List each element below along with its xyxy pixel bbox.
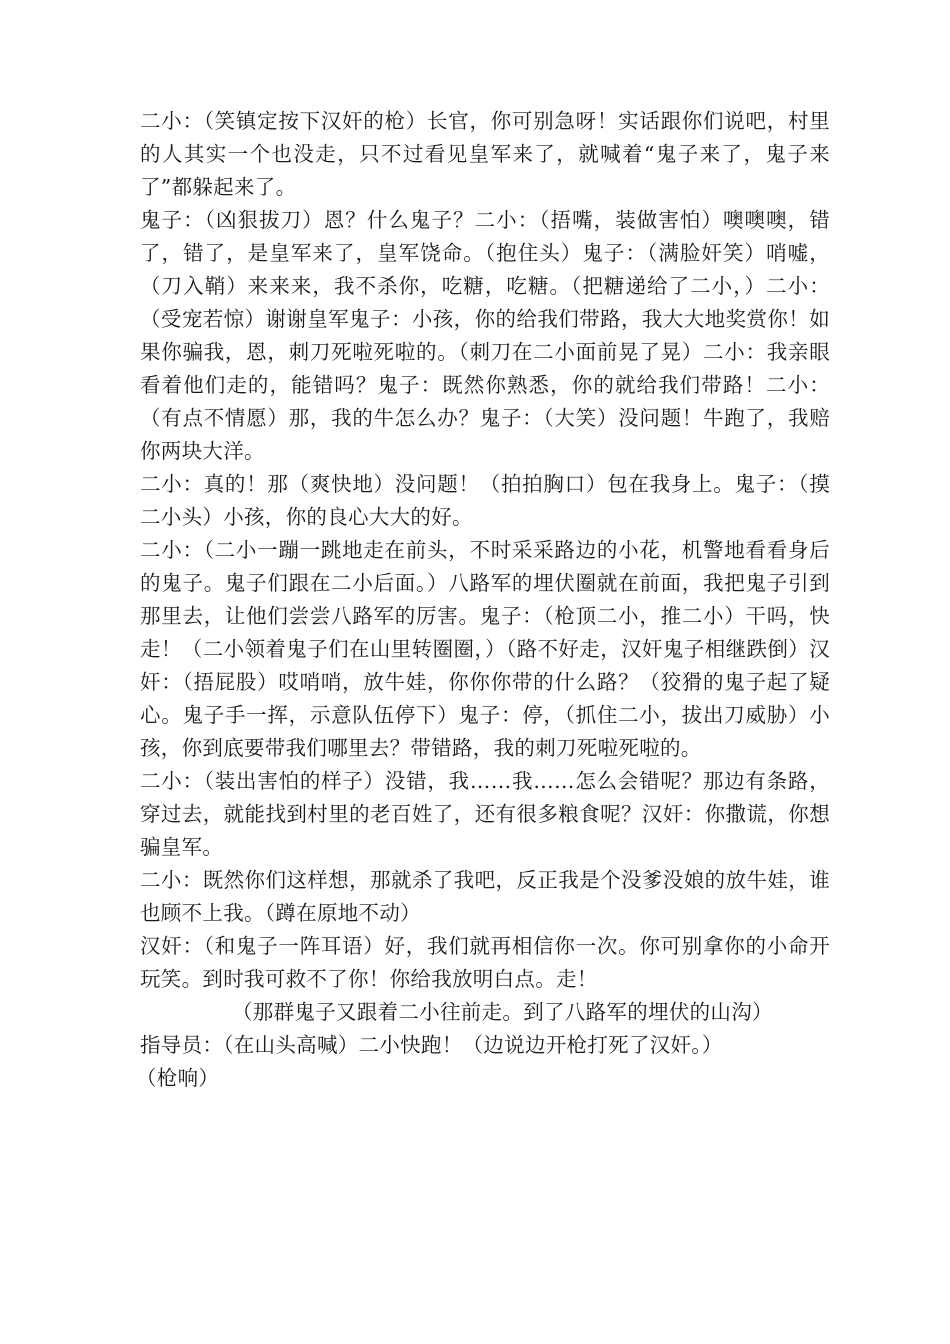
closing-line: 指导员：（在山头高喊）二小快跑！（边说边开枪打死了汉奸。）: [140, 1033, 723, 1057]
paragraph-7: 汉奸：（和鬼子一阵耳语）好，我们就再相信你一次。你可别拿你的小命开玩笑。到时我可救不了你！你给我放明白点。走！: [140, 934, 830, 991]
paragraph-5: 二小：（装出害怕的样子）没错，我……我……怎么会错呢？那边有条路，穿过去，就能找到村里的老百姓了，还有很多粮食呢？汉奸：你撒谎，你想骗皇军。: [140, 769, 830, 859]
paragraph-1: 二小：（笑镇定按下汉奸的枪）长官，你可别急呀！实话跟你们说吧，村里的人其实一个也没走，只不过看见皇军来了，就喊着“鬼子来了，鬼子来了”都躲起来了。: [140, 109, 830, 199]
stage-direction: （那群鬼子又跟着二小往前走。到了八路军的埋伏的山沟）: [232, 1000, 773, 1024]
document-page: [136, 105, 830, 1095]
closing-note: （枪响）: [136, 1066, 220, 1090]
paragraph-3: 二小：真的！那（爽快地）没问题！（拍拍胸口）包在我身上。鬼子：（摸二小头）小孩，你的良心大大的好。: [140, 472, 830, 529]
paragraph-4: 二小：（二小一蹦一跳地走在前头，不时采采路边的小花，机警地看看身后的鬼子。鬼子们跟在二小后面。）八路军的埋伏圈就在前面，我把鬼子引到那里去，让他们尝尝八路军的厉害。鬼子：（枪顶二小，推二小）干吗，快走！（二小领着鬼子们在山里转圈圈，）（路不好走，汉奸鬼子相继跌倒）汉奸：（捂屁股）哎哨哨，放牛娃，你你你带的什么路？（狡猾的鬼子起了疑心。鬼子手一挥，示意队伍停下）鬼子：停，（抓住二小，拔出刀威胁）小孩，你到底要带我们哪里去？带错路，我的刺刀死啦死啦的。: [140, 538, 830, 760]
paragraph-2: 鬼子：（凶狠拔刀）恩？什么鬼子？二小：（捂嘴，装做害怕）噢噢噢，错了，错了，是皇军来了，皇军饶命。（抱住头）鬼子：（满脸奸笑）哨嘘，（刀入鞘）来来来，我不杀你，吃糖，吃糖。（把糖递给了二小，）二小：（受宠若惊）谢谢皇军鬼子：小孩，你的给我们带路，我大大地奖赏你！如果你骗我，恩，刺刀死啦死啦的。（刺刀在二小面前晃了晃）二小：我亲眼看着他们走的，能错吗？鬼子：既然你熟悉，你的就给我们带路！二小：（有点不情愿）那，我的牛怎么办？鬼子：（大笑）没问题！牛跑了，我赔你两块大洋。: [140, 208, 830, 463]
paragraph-6: 二小：既然你们这样想，那就杀了我吧，反正我是个没爹没娘的放牛娃，谁也顾不上我。（蹲在原地不动）: [140, 868, 830, 925]
